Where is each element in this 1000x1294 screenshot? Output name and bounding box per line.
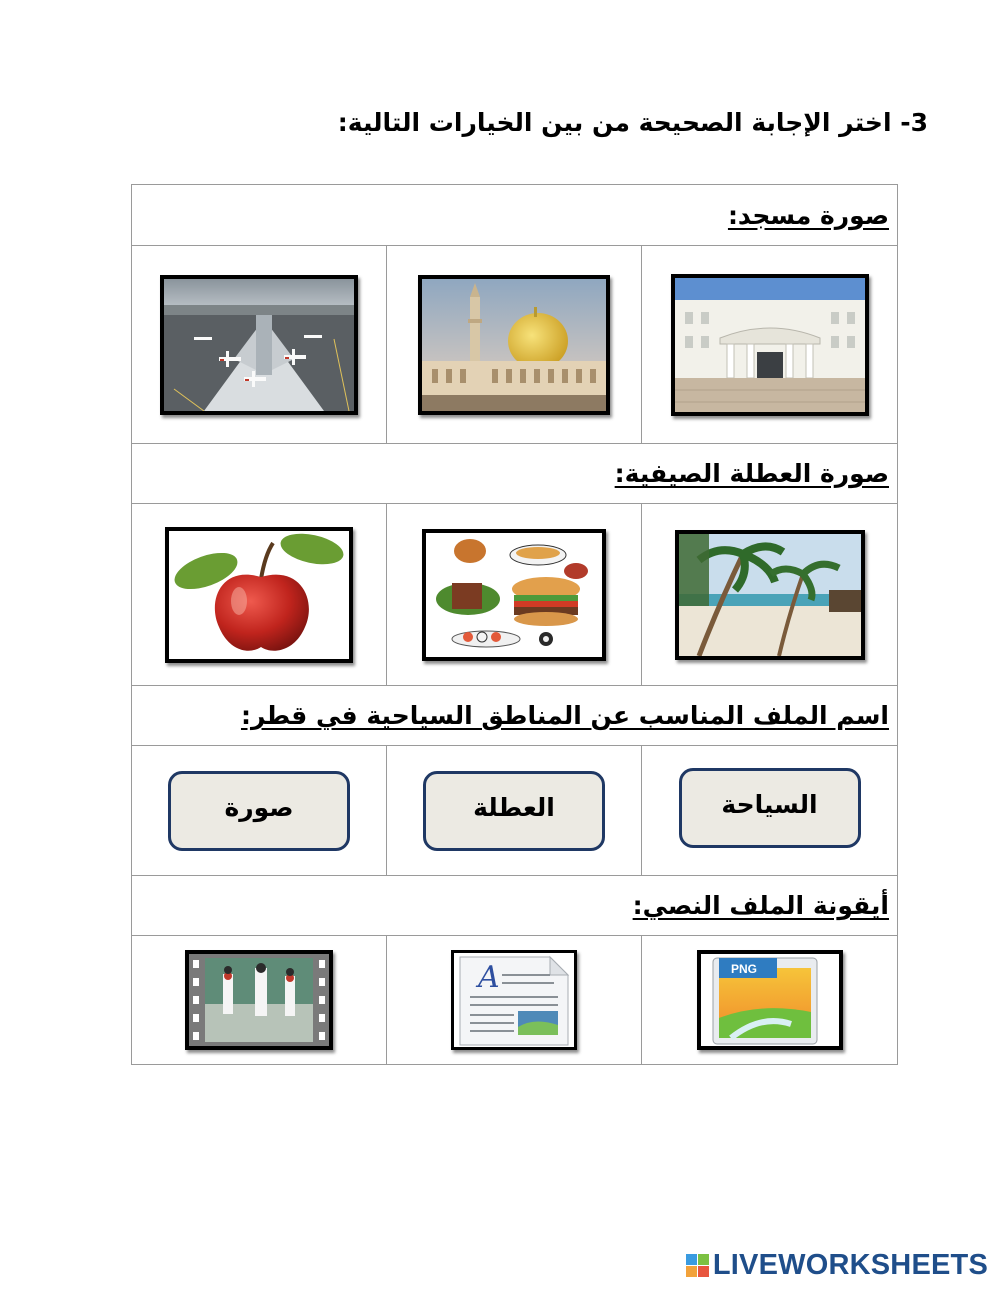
food-photo[interactable] — [422, 529, 606, 661]
question-1-text: صورة مسجد: — [727, 200, 889, 230]
option-4-3[interactable] — [132, 936, 387, 1065]
apple-photo[interactable] — [165, 527, 353, 663]
text-document-icon[interactable] — [451, 950, 577, 1050]
option-3-2[interactable] — [387, 746, 642, 876]
png-file-icon[interactable] — [697, 950, 843, 1050]
liveworksheets-logo-icon — [686, 1254, 709, 1277]
option-pill-image[interactable]: صورة — [168, 771, 350, 851]
option-4-1[interactable] — [642, 936, 898, 1065]
exercise-table — [131, 184, 898, 1065]
question-1 — [132, 185, 898, 246]
option-2-1[interactable] — [642, 504, 898, 686]
option-2-3[interactable] — [132, 504, 387, 686]
question-3 — [132, 686, 898, 746]
option-1-3[interactable] — [132, 246, 387, 444]
option-2-2[interactable] — [387, 504, 642, 686]
option-pill-tourism[interactable]: السياحة — [679, 768, 861, 848]
exercise-title: 3- اختر الإجابة الصحيحة من بين الخيارات التالية: — [337, 108, 928, 137]
airport-photo[interactable] — [160, 275, 358, 415]
brand-name: LIVEWORKSHEETS — [712, 1249, 988, 1281]
question-4-text: أيقونة الملف النصي: — [632, 891, 889, 920]
video-file-icon[interactable] — [185, 950, 333, 1050]
beach-photo[interactable] — [675, 530, 865, 660]
question-3-text: اسم الملف المناسب عن المناطق السياحية في قطر: — [240, 701, 889, 730]
question-2 — [132, 444, 898, 504]
liveworksheets-brand — [686, 1249, 988, 1282]
option-pill-holiday[interactable]: العطلة — [423, 771, 605, 851]
doc-letter: A — [478, 960, 500, 995]
png-label: PNG — [730, 962, 757, 976]
building-photo[interactable] — [671, 274, 869, 416]
question-4 — [132, 876, 898, 936]
option-1-2[interactable] — [387, 246, 642, 444]
option-1-1[interactable] — [642, 246, 898, 444]
question-2-text: صورة العطلة الصيفية: — [614, 459, 889, 488]
option-3-1[interactable] — [642, 746, 898, 876]
option-3-3[interactable] — [132, 746, 387, 876]
option-4-2[interactable] — [387, 936, 642, 1065]
mosque-photo[interactable] — [418, 275, 610, 415]
